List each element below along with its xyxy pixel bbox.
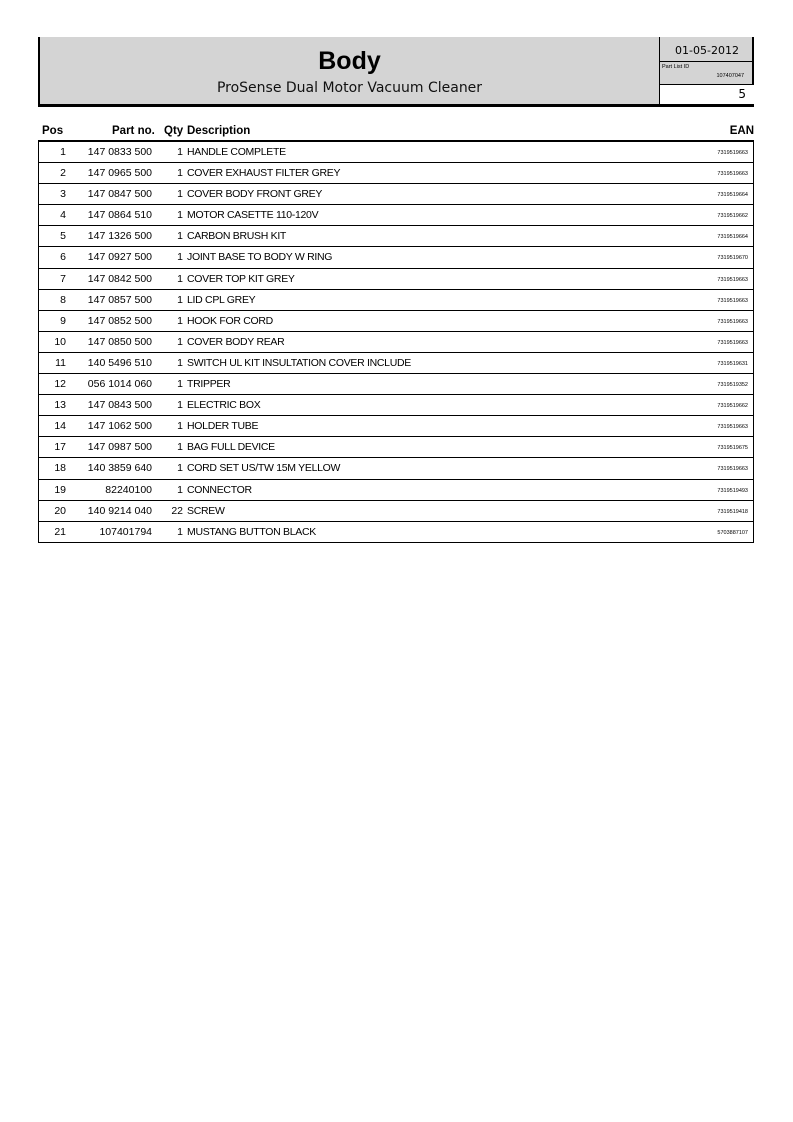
row-ean: 7319519418	[717, 508, 748, 515]
row-ean: 7319519352	[717, 382, 748, 389]
column-pos: Pos	[42, 125, 64, 137]
row-qty: 1	[177, 167, 183, 180]
row-qty: 1	[177, 335, 183, 348]
table-row	[39, 353, 753, 374]
row-part-no: 147 0927 500	[87, 251, 152, 264]
row-ean: 7319519670	[717, 255, 748, 262]
row-part-no: 140 3859 640	[87, 462, 152, 475]
row-pos: 6	[60, 251, 66, 264]
table-row	[39, 332, 753, 353]
row-qty: 1	[177, 293, 183, 306]
row-pos: 5	[60, 230, 66, 243]
row-ean: 7319519662	[717, 403, 748, 410]
row-pos: 21	[54, 525, 66, 538]
table-row	[39, 205, 753, 226]
row-part-no: 140 9214 040	[87, 504, 152, 517]
row-ean: 7319519493	[717, 487, 748, 494]
row-ean: 7319519631	[717, 360, 748, 367]
row-part-no: 147 0842 500	[87, 272, 152, 285]
table-row	[39, 269, 753, 290]
row-qty: 1	[177, 441, 183, 454]
row-ean: 7319519663	[717, 318, 748, 325]
row-part-no: 147 1062 500	[87, 420, 152, 433]
row-description: TRIPPER	[187, 378, 231, 391]
table-row	[39, 226, 753, 247]
table-row	[39, 247, 753, 268]
row-pos: 4	[60, 209, 66, 222]
row-qty: 1	[177, 378, 183, 391]
row-qty: 1	[177, 399, 183, 412]
document-date: 01-05-2012	[660, 41, 754, 62]
row-description: HOLDER TUBE	[187, 420, 259, 433]
row-pos: 9	[60, 314, 66, 327]
row-ean: 7319519664	[717, 234, 748, 241]
table-row	[39, 501, 753, 522]
row-description: CONNECTOR	[187, 483, 252, 496]
table-row	[39, 184, 753, 205]
part-list-label: Part List ID	[662, 64, 690, 70]
part-list-id: 107407047	[716, 73, 744, 79]
row-part-no: 107401794	[99, 525, 152, 538]
row-description: ELECTRIC BOX	[187, 399, 261, 412]
row-ean: 5703887107	[717, 529, 748, 536]
row-description: SWITCH UL KIT INSULTATION COVER INCLUDE	[187, 356, 411, 369]
row-qty: 1	[177, 146, 183, 158]
column-ean: EAN	[729, 125, 754, 137]
row-pos: 13	[54, 399, 66, 412]
row-qty: 1	[177, 483, 183, 496]
row-pos: 3	[60, 188, 66, 201]
row-ean: 7319519663	[717, 424, 748, 431]
row-description: HANDLE COMPLETE	[187, 146, 286, 158]
row-description: HOOK FOR CORD	[187, 314, 273, 327]
row-qty: 1	[177, 525, 183, 538]
row-pos: 8	[60, 293, 66, 306]
row-part-no: 147 0843 500	[87, 399, 152, 412]
parts-table	[38, 142, 754, 543]
row-pos: 10	[54, 335, 66, 348]
table-header	[38, 120, 754, 142]
row-ean: 7319519663	[717, 171, 748, 178]
row-description: CARBON BRUSH KIT	[187, 230, 287, 243]
row-description: CORD SET US/TW 15M YELLOW	[187, 462, 341, 475]
row-description: BAG FULL DEVICE	[187, 441, 275, 454]
row-description: LID CPL GREY	[187, 293, 256, 306]
row-ean: 7319519663	[717, 297, 748, 304]
title-area	[40, 37, 659, 104]
row-pos: 7	[60, 272, 66, 285]
table-row	[39, 522, 753, 543]
page-number: 5	[660, 85, 754, 104]
row-ean: 7319519663	[717, 150, 748, 156]
row-ean: 7319519663	[717, 276, 748, 283]
row-part-no: 82240100	[105, 483, 152, 496]
row-part-no: 147 0864 510	[87, 209, 152, 222]
row-part-no: 147 0850 500	[87, 335, 152, 348]
row-qty: 1	[177, 420, 183, 433]
row-part-no: 147 0857 500	[87, 293, 152, 306]
row-qty: 1	[177, 209, 183, 222]
row-pos: 14	[54, 420, 66, 433]
table-row	[39, 395, 753, 416]
table-row	[39, 163, 753, 184]
row-description: COVER BODY REAR	[187, 335, 285, 348]
row-part-no: 147 0987 500	[87, 441, 152, 454]
row-ean: 7319519662	[717, 213, 748, 220]
page-title: Body	[318, 47, 381, 75]
row-description: COVER TOP KIT GREY	[187, 272, 295, 285]
row-part-no: 147 0833 500	[87, 146, 152, 158]
row-ean: 7319519663	[717, 466, 748, 473]
column-qty: Qty	[164, 125, 184, 137]
table-row	[39, 290, 753, 311]
row-ean: 7319519663	[717, 339, 748, 346]
row-pos: 19	[54, 483, 66, 496]
row-ean: 7319519664	[717, 192, 748, 199]
row-pos: 18	[54, 462, 66, 475]
row-qty: 1	[177, 230, 183, 243]
row-ean: 7319519675	[717, 445, 748, 452]
row-description: COVER EXHAUST FILTER GREY	[187, 167, 341, 180]
row-pos: 2	[60, 167, 66, 180]
table-row	[39, 437, 753, 458]
column-description: Description	[187, 125, 251, 137]
table-row	[39, 311, 753, 332]
row-description: MUSTANG BUTTON BLACK	[187, 525, 316, 538]
table-row	[39, 374, 753, 395]
row-pos: 17	[54, 441, 66, 454]
row-pos: 12	[54, 378, 66, 391]
row-description: JOINT BASE TO BODY W RING	[187, 251, 333, 264]
row-qty: 1	[177, 188, 183, 201]
row-part-no: 147 0852 500	[87, 314, 152, 327]
row-qty: 1	[177, 462, 183, 475]
page-header	[38, 37, 754, 107]
row-description: COVER BODY FRONT GREY	[187, 188, 323, 201]
row-part-no: 147 1326 500	[87, 230, 152, 243]
row-pos: 1	[60, 146, 66, 158]
row-qty: 1	[177, 356, 183, 369]
row-description: SCREW	[187, 504, 225, 517]
row-qty: 1	[177, 272, 183, 285]
row-part-no: 140 5496 510	[87, 356, 152, 369]
row-pos: 20	[54, 504, 66, 517]
column-part-no: Part no.	[112, 125, 155, 137]
info-box	[659, 37, 754, 104]
part-list-cell	[660, 62, 754, 85]
table-row	[39, 480, 753, 501]
table-row	[39, 142, 753, 163]
table-row	[39, 416, 753, 437]
row-pos: 11	[55, 356, 66, 369]
product-subtitle: ProSense Dual Motor Vacuum Cleaner	[216, 80, 483, 96]
row-part-no: 147 0965 500	[87, 167, 152, 180]
row-part-no: 147 0847 500	[87, 188, 152, 201]
row-qty: 1	[177, 251, 183, 264]
row-qty: 22	[171, 504, 183, 517]
row-qty: 1	[177, 314, 183, 327]
row-part-no: 056 1014 060	[87, 378, 152, 391]
row-description: MOTOR CASETTE 110-120V	[187, 209, 319, 222]
table-row	[39, 458, 753, 479]
